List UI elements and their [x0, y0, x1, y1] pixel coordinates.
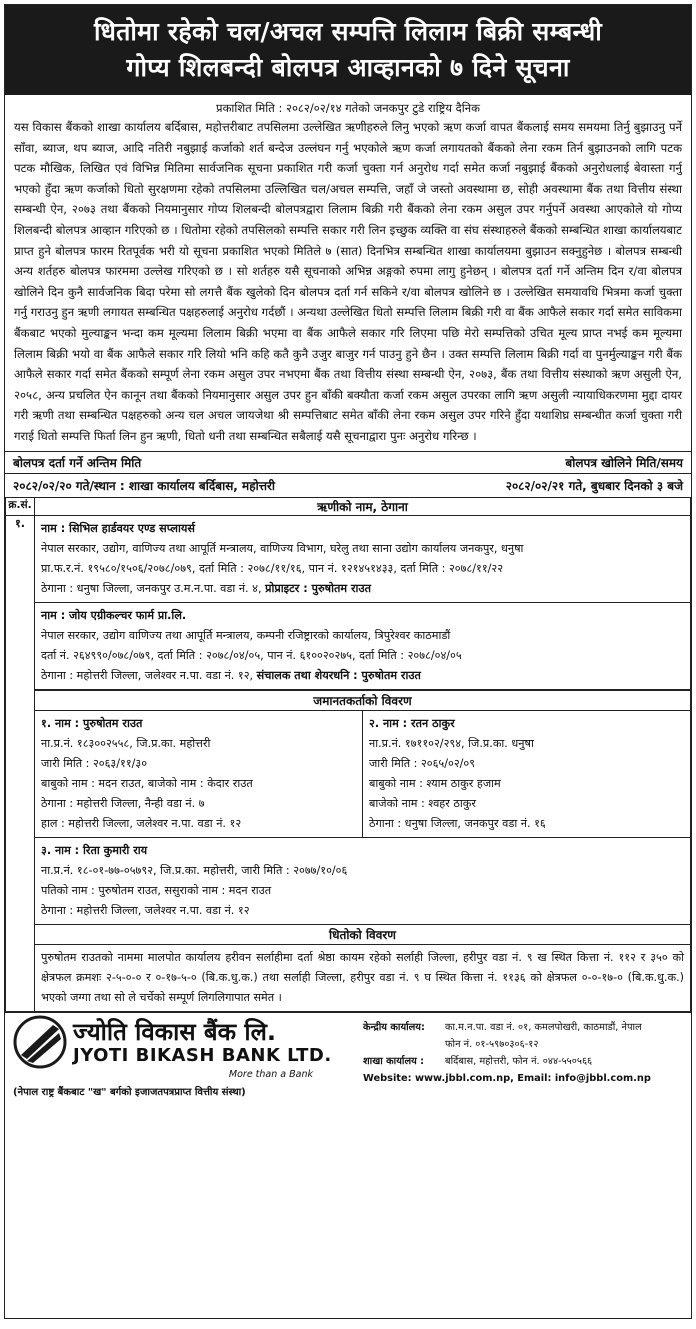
borrower-table: [5, 498, 691, 1012]
guarantor-line: जारी मिति : २०६५/०२/०९: [369, 756, 476, 770]
proprietor-text: प्रोप्राइटर : पुरुषोतम राउत: [265, 581, 371, 595]
borrower-name: नाम : जोय एग्रीकल्चर फार्म प्रा.लि.: [41, 608, 187, 622]
central-office-row: [363, 1019, 685, 1036]
guarantor-line: ठेगाना : धनुषा जिल्ला, जनकपुर वडा नं. १६: [369, 816, 546, 830]
guarantor-line: ना.प्र.नं. १७११०२/२९४, जि.प्र.का. धनुषा: [369, 736, 534, 750]
bank-tagline: More than a Bank: [228, 1069, 313, 1080]
director-text: संचालक तथा शेयरधनि : पुरुषोतम राउत: [256, 668, 421, 682]
col-sn-header: क्र.सं.: [6, 498, 35, 516]
guarantor-2: [363, 711, 690, 837]
borrower-name: नाम : सिभिल हार्डवयर एण्ड सप्लायर्स: [41, 521, 195, 535]
guarantor-pair: [35, 711, 690, 838]
deadline-labels: [5, 451, 691, 474]
branch-office-row: [363, 1053, 685, 1070]
notice-body: यस विकास बैंकको शाखा कार्यालय बर्दिबास, महोत्तरीबाट तपसिलमा उल्लेखित ऋणीहरुले लिनु भएको ऋण कर्जा वापत बैंकलाई समय समयमा तिर्नु बुझाउनु पर्ने साँवा, ब्याज, थप ब्याज, आदि नतिरी नबुझाई कर्जाको शर्त बन्देज उल्लंघन गर्नु भएकोले ऋण कर्जा लगायतको बैंकको लेना रकम तिर्न बुझाउनको लागि पटक पटक मौखिक, लिखित एवं विभिन्न मितिमा सार्वजनिक सूचना प्रकाशित गरी कर्जा चुक्ता गर्न अनुरोध गर्दा समेत कर्जा नबुझाई बैंकको अनुरोधलाई बेवास्ता गर्नु भएको हुँदा ऋण कर्जाको धितो सुरक्षणमा रहेको तपसिलमा उल्लिखित चल/अचल सम्पत्ति, जहाँ जे जस्तो अवस्थामा छ, सोही अवस्थामा बैंक तथा वित्तीय संस्था सम्बन्धी ऐन, २०७३ तथा बैंकको नियमानुसार गोप्य शिलबन्दी बोलपत्रद्वारा लिलाम बिक्री गरी बैंकको लेना रकम असुल उपर गर्नुपर्ने अवस्था आएकोले यो गोप्य शिलबन्दी बोलपत्र आव्हान गरिएको छ । धितोमा रहेको तपसिलको सम्पत्ति सकार गरी लिन इच्छुक व्यक्ति वा संघ संस्थाहरुले बैंकको सम्बन्धित शाखा कार्यालयबाट प्राप्त हुने बोलपत्र फारम रितपूर्वक भरी यो सूचना प्रकाशित भएको मितिले ७ (सात) दिनभित्र सम्बन्धित शाखा कार्यालयमा बुझाउन सक्नुहुनेछ । बोलपत्र सम्बन्धी अन्य शर्तहरु बोलपत्र फारममा उल्लेख गरिएको छ । सो शर्तहरु यसै सूचनाको अभिन्न अङ्गको रुपमा लागु हुनेछन् । बोलपत्र दर्ता गर्ने अन्तिम दिन र/वा बोलपत्र खोलिने दिन कुनै सार्वजनिक बिदा परेमा सो लगत्तै बैंक खुलेको दिन बोलपत्र दर्ता गर्न सकिने र/वा बोलपत्र खोलिने छ । उल्लेखित समयावधि भित्रमा कर्जा चुक्ता गर्नु गराउनु हुन ऋणी लगायत सम्बन्धित पक्षहरुलाई अनुरोध गर्दछौं । अन्यथा उल्लेखित धितो सम्पत्ति लिलाम बिक्री गरी वा बैंक आफैले सकार गर्दा समेत साविकमा बैंकबाट भएको मुल्याङ्कन भन्दा कम मूल्यमा लिलाम बिक्री भएमा वा बैंक आफैले सकार गरि लिएमा पछि मेरो सम्पत्तिको उचित मूल्य प्राप्त नभई कम मूल्यमा लिलाम बिक्री भयो वा बैंक आफैले सकार गरि लियो भनि कहि कतै कुनै उजुर बाजुर गर्न पाउनु हुने छैन । उक्त सम्पत्ति लिलाम बिक्री गर्दा वा पुनर्मुल्याङ्कन गरी बैंक आफैले सकार गर्दा समेत बैंकको सम्पूर्ण लेना रकम असुल उपर नभएमा बैंक तथा वित्तीय संस्था सम्बन्धी ऐन, २०७३, बैंक तथा वित्तीय संस्थाको ऋण असुली ऐन, २०५८, अन्य प्रचलित ऐन कानून तथा बैंकको नियमानुसार असुल उपर हुन बाँकी बक्यौता कर्जा रकम असुल उपरका लागि ऋण असुली न्यायाधिकरणमा मुद्दा दायर गरी ऋणी तथा सम्बन्धित पक्षहरुको अन्य चल अचल जायजेथा श्री सम्पत्तिबाट समेत बाँकी लेना रकम असुल उपर गरिने हुँदा यथाशिघ्र सम्बन्धीत कर्जा चुक्ता गरी गराई धितो सम्पत्ति फिर्ता लिन हुन ऋणी, धितो धनी तथा सम्बन्धित सबैलाई यसै सूचनाद्वारा पुनः अनुरोध गरिन्छ ।: [14, 120, 682, 443]
borrower-line: नेपाल सरकार, उद्योग वाणिज्य तथा आपूर्ति मन्त्रालय, कम्पनी रजिष्ट्रारको कार्यालय, त्रिपुरेश्वर काठमाडौं: [41, 628, 451, 642]
central-phone: फोन नं. ०१-५९७०३०६-१२: [445, 1038, 539, 1050]
submit-deadline-value: २०८२/०२/२० गते/स्थान : शाखा कार्यालय बर्दिबास, महोत्तरी: [13, 478, 276, 493]
opening-value: २०८२/०२/२१ गते, बुधबार दिनको ३ बजे: [505, 478, 683, 493]
published-date: प्रकाशित मिति : २०८२/०२/१४ गतेको जनकपुर टुडे राष्ट्रिय दैनिक: [216, 101, 480, 115]
row-sn: १.: [6, 515, 35, 1011]
guarantor-line: बाबुको नाम : श्याम ठाकुर हजाम: [369, 776, 501, 790]
bank-logo-area: [5, 1013, 333, 1101]
central-office-value: का.म.न.पा. वडा नं. ०१, कमलपोखरी, काठमाडौं, नेपाल: [445, 1021, 642, 1033]
borrower-line: दर्ता नं. २६४९९०/०७८/०७९, दर्ता मिति : २०७८/०४/०५, पान नं. ६१००२०२७५, दर्ता मिति : २०७८/०४/०५: [41, 648, 462, 662]
bank-logo-icon: [13, 1015, 67, 1069]
licence-note: (नेपाल राष्ट्र बैंकबाट "ख" बर्गको इजाजतपत्रप्राप्त वित्तीय संस्था): [13, 1087, 246, 1098]
guarantor-line: ठेगाना : महोत्तरी जिल्ला, नैन्ही वडा नं. ७: [41, 796, 205, 810]
guarantor-line: ना.प्र.नं. १८-०१-७७-०५७९२, जि.प्र.का. महोत्तरी, जारी मिति : २०७७/१०/०६: [41, 863, 348, 877]
col-title-header: ऋणीको नाम, ठेगाना: [35, 498, 691, 516]
guarantor-name: ३. नाम : रिता कुमारी राय: [41, 843, 148, 857]
borrower-address: [41, 666, 684, 686]
deadline-values: [5, 474, 691, 498]
guarantor-name: १. नाम : पुरुषोतम राउत: [41, 716, 143, 730]
borrower-line: नेपाल सरकार, उद्योग, वाणिज्य तथा आपूर्ति मन्त्रालय, वाणिज्य विभाग, घरेलु तथा साना उद्योग कार्यालय जनकपुर, धनुषा: [41, 541, 524, 555]
branch-office-value: बर्दिबास, महोत्तरी, फोन नं. ०४४-५५०५६६: [445, 1055, 593, 1067]
opening-label: बोलपत्र खोलिने मिति/समय: [565, 455, 683, 470]
bank-name-english: JYOTI BIKASH BANK LTD.: [73, 1045, 332, 1066]
guarantor-title: जमानतकर्ताको विवरण: [35, 690, 690, 711]
borrower-details: [35, 515, 691, 1011]
guarantor-line: ना.प्र.नं. १८३००२५५८, जि.प्र.का. महोत्तरी: [41, 736, 211, 750]
bank-name-nepali: ज्योति विकास बैंक लि.: [73, 1018, 276, 1046]
website-email: Website: www.jbbl.com.np, Email: info@jbbl.com.np: [363, 1072, 651, 1084]
borrower-block: [35, 603, 690, 690]
guarantor-3: [35, 838, 690, 925]
borrower-line: प्रा.फ.र.नं. १९५८०/१५०६/२०७८/०७९, दर्ता मिति : २०७८/११/१६, पान नं. १२१४५१४३३, दर्ता मिति : २०७८/११/२२: [41, 561, 504, 575]
guarantor-line: हाल : महोत्तरी जिल्ला, जलेश्वर न.पा. वडा नं. १२: [41, 816, 242, 830]
guarantor-name: २. नाम : रतन ठाकुर: [369, 716, 455, 730]
guarantor-line: जारी मिति : २०६३/११/३०: [41, 756, 148, 770]
notice-banner: [5, 5, 691, 95]
bank-logo: [13, 1015, 333, 1069]
submit-deadline-label: बोलपत्र दर्ता गर्ने अन्तिम मिति: [13, 455, 142, 470]
guarantor-line: ठेगाना : महोत्तरी जिल्ला, जलेश्वर न.पा. वडा नं. १२: [41, 903, 250, 917]
address-text: ठेगाना : धनुषा जिल्ला, जनकपुर उ.म.न.पा. वडा नं. ४,: [41, 581, 266, 595]
collateral-title: धितोको विवरण: [35, 925, 690, 945]
address-text: ठेगाना : महोत्तरी जिल्ला, जलेश्वर न.पा. वडा नं. १२,: [41, 668, 257, 682]
banner-title-line2: गोप्य शिलबन्दी बोलपत्र आव्हानको ७ दिने सूचना: [126, 53, 570, 82]
contact-info: [333, 1013, 691, 1101]
guarantor-1: [35, 711, 363, 837]
guarantor-line: पतिको नाम : पुरुषोतम राउत, ससुराको नाम : मदन राउत: [41, 883, 272, 897]
guarantor-line: बाजेको नाम : श्वहर ठाकुर: [369, 796, 476, 810]
banner-title-line1: धितोमा रहेको चल/अचल सम्पत्ति लिलाम बिक्री सम्बन्धी: [93, 17, 602, 46]
bank-footer: [5, 1012, 691, 1101]
borrower-address: [41, 579, 684, 599]
borrower-block: [35, 516, 690, 603]
central-phone-row: [363, 1036, 685, 1053]
guarantor-line: बाबुको नाम : मदन राउत, बाजेको नाम : केदार राउत: [41, 776, 253, 790]
notice-page: [4, 4, 692, 1319]
web-row: [363, 1070, 685, 1087]
branch-office-label: शाखा कार्यालय :: [363, 1055, 425, 1067]
central-office-label: केन्द्रीय कार्यालय:: [363, 1021, 425, 1033]
collateral-text: पुरुषोतम राउतको नाममा मालपोत कार्यालय हरीवन सर्लाहीमा दर्ता श्रेष्ठा कायम रहेको सर्लाही जिल्ला, हरीपुर वडा नं. ९ ख स्थित कित्ता नं. ११२ र ३५० को क्षेत्रफल क्रमशः २-५-०-० र ०-१७-५-० (बि.क.धु.क.) तथा सर्लाही जिल्ला, हरीपुर वडा नं. ९ घ स्थित कित्ता नं. ११३६ को क्षेत्रफल ०-०-१७-० (बि.क.धु.क.) भएको जग्गा तथा सो ले चर्चेको सम्पूर्ण लिगलिगापात समेत ।: [41, 950, 684, 1004]
